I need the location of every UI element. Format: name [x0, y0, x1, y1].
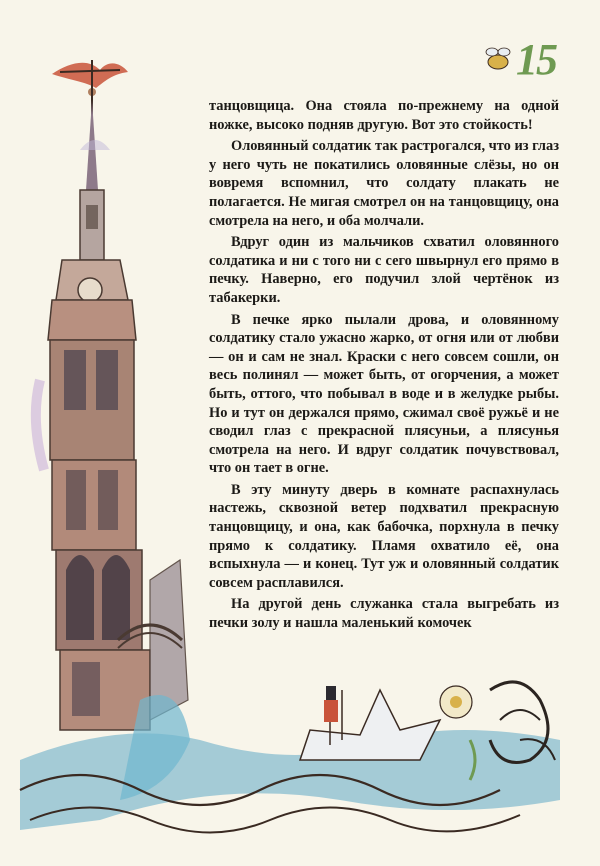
story-text	[209, 97, 559, 636]
paragraph: Оловянный солдатик так растрогался, что из глаз у него чуть не покатились оловянные слёзы, но он вовремя вспомнил, что солдату плакать не полагается. Не мигая смотрел он на танцовщицу, она смотрела на него, и оба молчали.	[209, 138, 559, 229]
paragraph: Вдруг один из мальчиков схватил оловянного солдатика и ни с того ни с сего швырнул его прямо в печку. Наверно, его подучил злой чертёнок из табакерки.	[209, 234, 559, 306]
page-number: 15	[516, 35, 556, 84]
paper-boat	[300, 686, 440, 760]
paragraph: В эту минуту дверь в комнате распахнулась настежь, сквозной ветер подхватил прекрасную танцовщицу, и она, как бабочка, порхнула в печку прямо к солдатику. Пламя охватило её, она вспыхнула — и конец. Тут уж и оловянный солдатик совсем расплавился.	[209, 481, 559, 591]
paragraph: танцовщица. Она стояла по-прежнему на одной ножке, высоко подняв другую. Вот это стойкость!	[209, 98, 559, 133]
weathervane-icon	[52, 60, 128, 140]
paragraph: На другой день служанка стала выгребать из печки золу и нашла маленький комочек	[209, 596, 559, 632]
paragraph: В печке ярко пылали дрова, и оловянному солдатику стало ужасно жарко, от огня или от любви — он и сам не знал. Краски с него совсем сошли, он весь полинял — может быть, от огорчения, а может быть, оттого, что побывал в воде и в желудке рыбы. Но и тут он держался прямо, сжимал своё ружьё и не сводил глаз с прекрасной плясуньи, а плясунья смотрела на него. И вдруг солдатик почувствовал, что он тает в огне.	[209, 311, 559, 477]
tower-body	[36, 260, 188, 730]
bee-icon	[486, 48, 510, 69]
tower-spire	[80, 100, 110, 260]
